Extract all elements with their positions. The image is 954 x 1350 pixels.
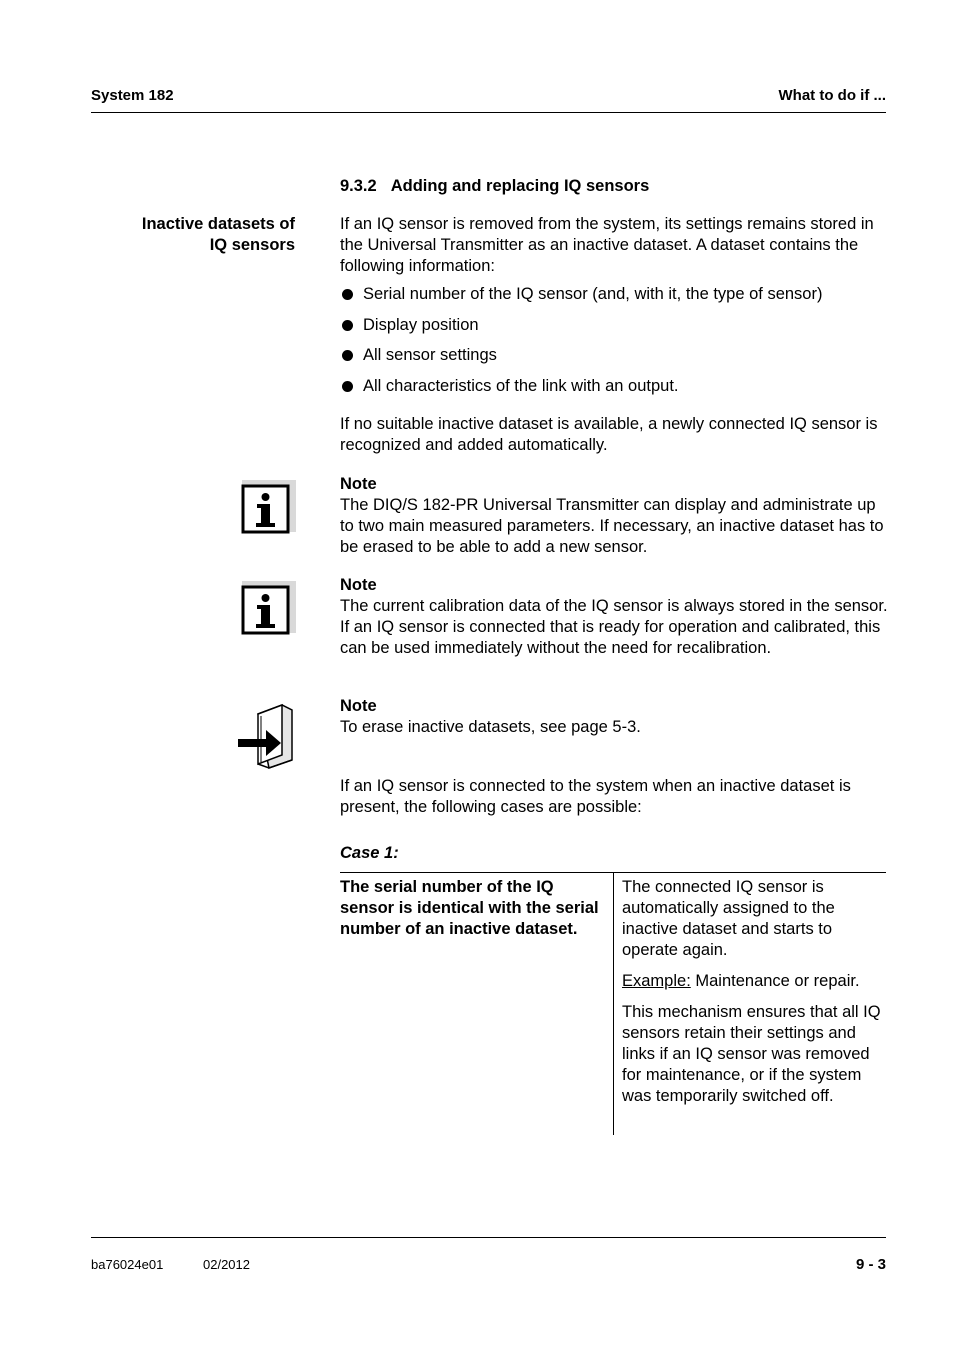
info-icon bbox=[238, 480, 296, 541]
example-label: Example: bbox=[622, 972, 691, 990]
header-rule bbox=[91, 112, 886, 113]
list-item: Serial number of the IQ sensor (and, with it, the type of sensor) bbox=[340, 284, 886, 315]
side-label-line1: Inactive datasets of bbox=[141, 215, 295, 233]
header-right: What to do if ... bbox=[778, 87, 886, 104]
list-item: Display position bbox=[340, 315, 886, 346]
side-label bbox=[65, 214, 295, 256]
case-result bbox=[622, 877, 886, 1117]
case-example bbox=[622, 971, 886, 992]
section-heading bbox=[340, 177, 649, 196]
info-icon bbox=[238, 581, 296, 642]
page-number: 9 - 3 bbox=[855, 1256, 886, 1273]
footer-rule bbox=[91, 1237, 886, 1238]
info-bullet-list bbox=[340, 284, 886, 406]
note-text: The current calibration data of the IQ sensor is always stored in the sensor. If an IQ sensor is connected that is ready for operation and calibrated, this can be used immediately without the need for recalibration. bbox=[340, 597, 888, 657]
header-left: System 182 bbox=[91, 87, 174, 104]
section-number: 9.3.2 bbox=[340, 177, 377, 195]
note-2 bbox=[340, 575, 888, 659]
no-dataset-paragraph: If no suitable inactive dataset is available, a newly connected IQ sensor is recognized and added automatically. bbox=[340, 415, 878, 454]
list-item: All sensor settings bbox=[340, 345, 886, 376]
book-reference-icon bbox=[236, 702, 298, 775]
note-title: Note bbox=[340, 697, 377, 715]
case-mechanism-text: This mechanism ensures that all IQ sensors retain their settings and links if an IQ sensor was removed for maintenance, or if the system was temporarily switched off. bbox=[622, 1003, 881, 1105]
note-text: To erase inactive datasets, see page 5-3. bbox=[340, 718, 641, 736]
section-title: Adding and replacing IQ sensors bbox=[390, 177, 650, 195]
side-label-line2: IQ sensors bbox=[209, 236, 295, 254]
note-3 bbox=[340, 696, 888, 738]
column-divider bbox=[613, 873, 614, 1135]
cases-paragraph: If an IQ sensor is connected to the system when an inactive dataset is present, the following cases are possible: bbox=[340, 777, 851, 816]
note-title: Note bbox=[340, 576, 377, 594]
case-condition: The serial number of the IQ sensor is identical with the serial number of an inactive dataset. bbox=[340, 878, 599, 938]
case-table bbox=[340, 872, 886, 1105]
note-title: Note bbox=[340, 475, 377, 493]
footer-date: 02/2012 bbox=[203, 1257, 250, 1272]
list-item: All characteristics of the link with an output. bbox=[340, 376, 886, 407]
note-text: The DIQ/S 182-PR Universal Transmitter can display and administrate up to two main measured parameters. If necessary, an inactive dataset has to be erased to be able to add a new sensor. bbox=[340, 496, 884, 556]
case-result-text: The connected IQ sensor is automatically assigned to the inactive dataset and starts to operate again. bbox=[622, 878, 835, 959]
intro-paragraph: If an IQ sensor is removed from the system, its settings remains stored in the Universal Transmitter as an inactive dataset. A dataset contains the following information: bbox=[340, 215, 874, 275]
case-heading: Case 1: bbox=[340, 844, 399, 862]
example-text: Maintenance or repair. bbox=[690, 972, 860, 990]
footer-doc-id: ba76024e01 bbox=[91, 1257, 164, 1272]
note-1 bbox=[340, 474, 888, 558]
